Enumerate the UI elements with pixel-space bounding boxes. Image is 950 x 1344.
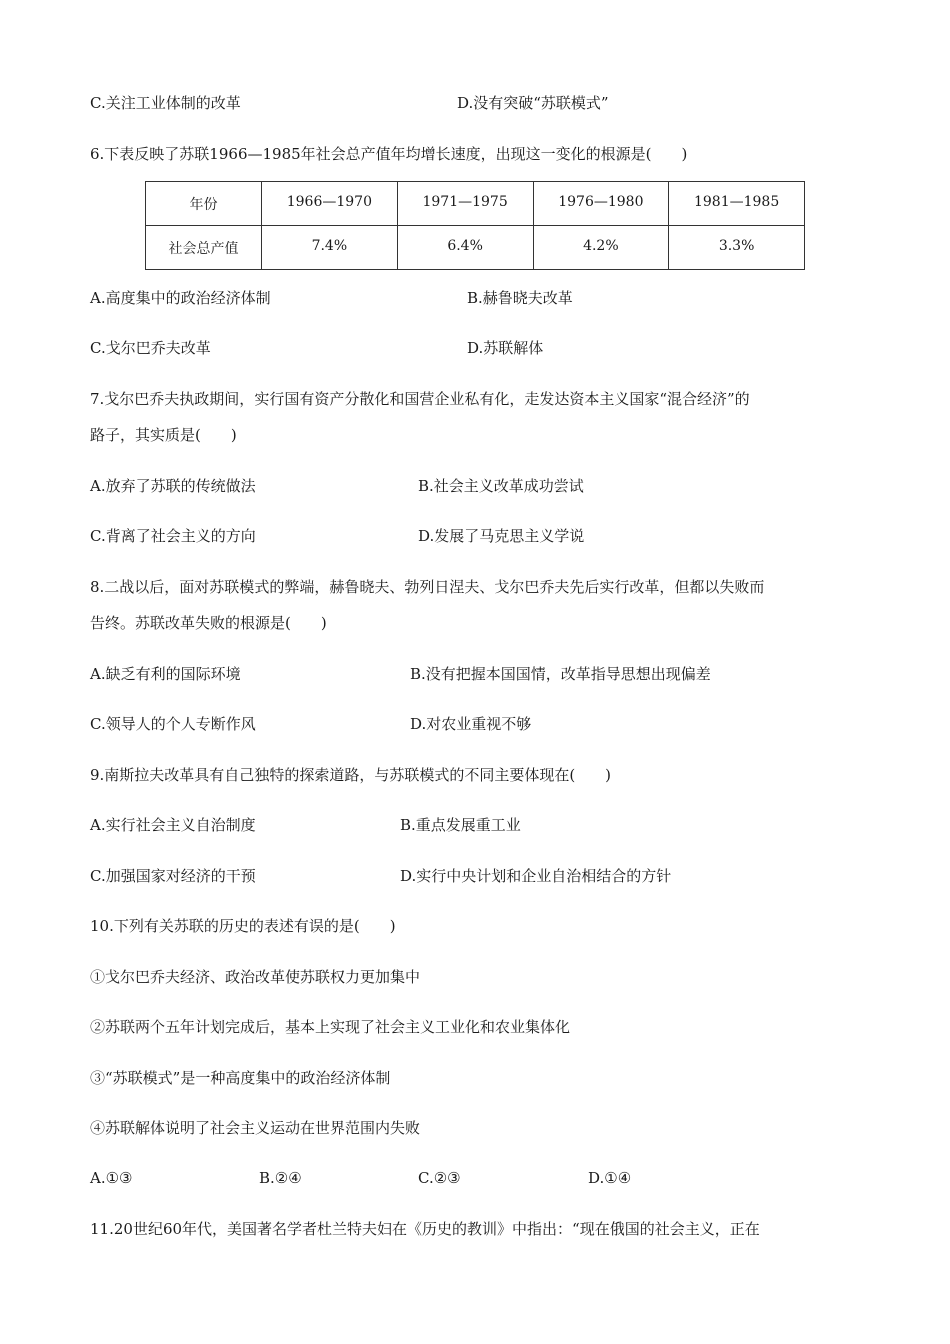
q9-option-c: C.加强国家对经济的干预 bbox=[90, 867, 256, 885]
q10-option-b: B.②④ bbox=[259, 1169, 302, 1187]
table-cell: 1971—1975 bbox=[397, 182, 533, 226]
q10-statement-4: ④苏联解体说明了社会主义运动在世界范围内失败 bbox=[90, 1119, 421, 1137]
q8-option-d: D.对农业重视不够 bbox=[410, 715, 532, 733]
table-cell: 社会总产值 bbox=[146, 226, 262, 270]
q8-option-b: B.没有把握本国国情，改革指导思想出现偏差 bbox=[410, 665, 711, 683]
q5-option-c: C.关注工业体制的改革 bbox=[90, 94, 241, 112]
q6-stem: 6.下表反映了苏联1966—1985年社会总产值年均增长速度，出现这一变化的根源是( ) bbox=[90, 145, 688, 163]
q11-stem-line1: 11.20世纪60年代，美国著名学者杜兰特夫妇在《历史的教训》中指出：“现在俄国的社会主义，正在 bbox=[90, 1220, 760, 1238]
q10-option-a: A.①③ bbox=[90, 1169, 133, 1187]
table-row bbox=[146, 226, 805, 270]
q8-option-c: C.领导人的个人专断作风 bbox=[90, 715, 256, 733]
q10-option-d: D.①④ bbox=[588, 1169, 632, 1187]
q8-stem-line2: 告终。苏联改革失败的根源是( ) bbox=[90, 614, 327, 632]
q10-stem: 10.下列有关苏联的历史的表述有误的是( ) bbox=[90, 917, 396, 935]
table-cell: 3.3% bbox=[669, 226, 805, 270]
q7-option-d: D.发展了马克思主义学说 bbox=[418, 527, 585, 545]
q7-option-a: A.放弃了苏联的传统做法 bbox=[90, 477, 256, 495]
table-row bbox=[146, 182, 805, 226]
q6-option-c: C.戈尔巴乔夫改革 bbox=[90, 339, 211, 357]
q7-stem-line2: 路子，其实质是( ) bbox=[90, 426, 237, 444]
q6-option-b: B.赫鲁晓夫改革 bbox=[467, 289, 573, 307]
q7-option-b: B.社会主义改革成功尝试 bbox=[418, 477, 584, 495]
q8-stem-line1: 8.二战以后，面对苏联模式的弊端，赫鲁晓夫、勃列日涅夫、戈尔巴乔夫先后实行改革，但都以失败而 bbox=[90, 578, 765, 596]
table-cell: 4.2% bbox=[533, 226, 669, 270]
q6-option-d: D.苏联解体 bbox=[467, 339, 544, 357]
q7-stem-line1: 7.戈尔巴乔夫执政期间，实行国有资产分散化和国营企业私有化，走发达资本主义国家“混合经济”的 bbox=[90, 390, 750, 408]
q10-statement-1: ①戈尔巴乔夫经济、政治改革使苏联权力更加集中 bbox=[90, 968, 421, 986]
q6-table bbox=[145, 181, 805, 270]
q9-stem: 9.南斯拉夫改革具有自己独特的探索道路，与苏联模式的不同主要体现在( ) bbox=[90, 766, 612, 784]
q5-option-d: D.没有突破“苏联模式” bbox=[457, 94, 609, 112]
q9-option-d: D.实行中央计划和企业自治相结合的方针 bbox=[400, 867, 672, 885]
table-cell: 年份 bbox=[146, 182, 262, 226]
table-cell: 1966—1970 bbox=[262, 182, 398, 226]
q9-option-a: A.实行社会主义自治制度 bbox=[90, 816, 256, 834]
table-cell: 1976—1980 bbox=[533, 182, 669, 226]
table-cell: 7.4% bbox=[262, 226, 398, 270]
q9-option-b: B.重点发展重工业 bbox=[400, 816, 521, 834]
q10-statement-2: ②苏联两个五年计划完成后，基本上实现了社会主义工业化和农业集体化 bbox=[90, 1018, 571, 1036]
q6-option-a: A.高度集中的政治经济体制 bbox=[90, 289, 271, 307]
table-cell: 1981—1985 bbox=[669, 182, 805, 226]
table-cell: 6.4% bbox=[397, 226, 533, 270]
q10-option-c: C.②③ bbox=[418, 1169, 461, 1187]
q7-option-c: C.背离了社会主义的方向 bbox=[90, 527, 256, 545]
q8-option-a: A.缺乏有利的国际环境 bbox=[90, 665, 241, 683]
q10-statement-3: ③“苏联模式”是一种高度集中的政治经济体制 bbox=[90, 1069, 391, 1087]
